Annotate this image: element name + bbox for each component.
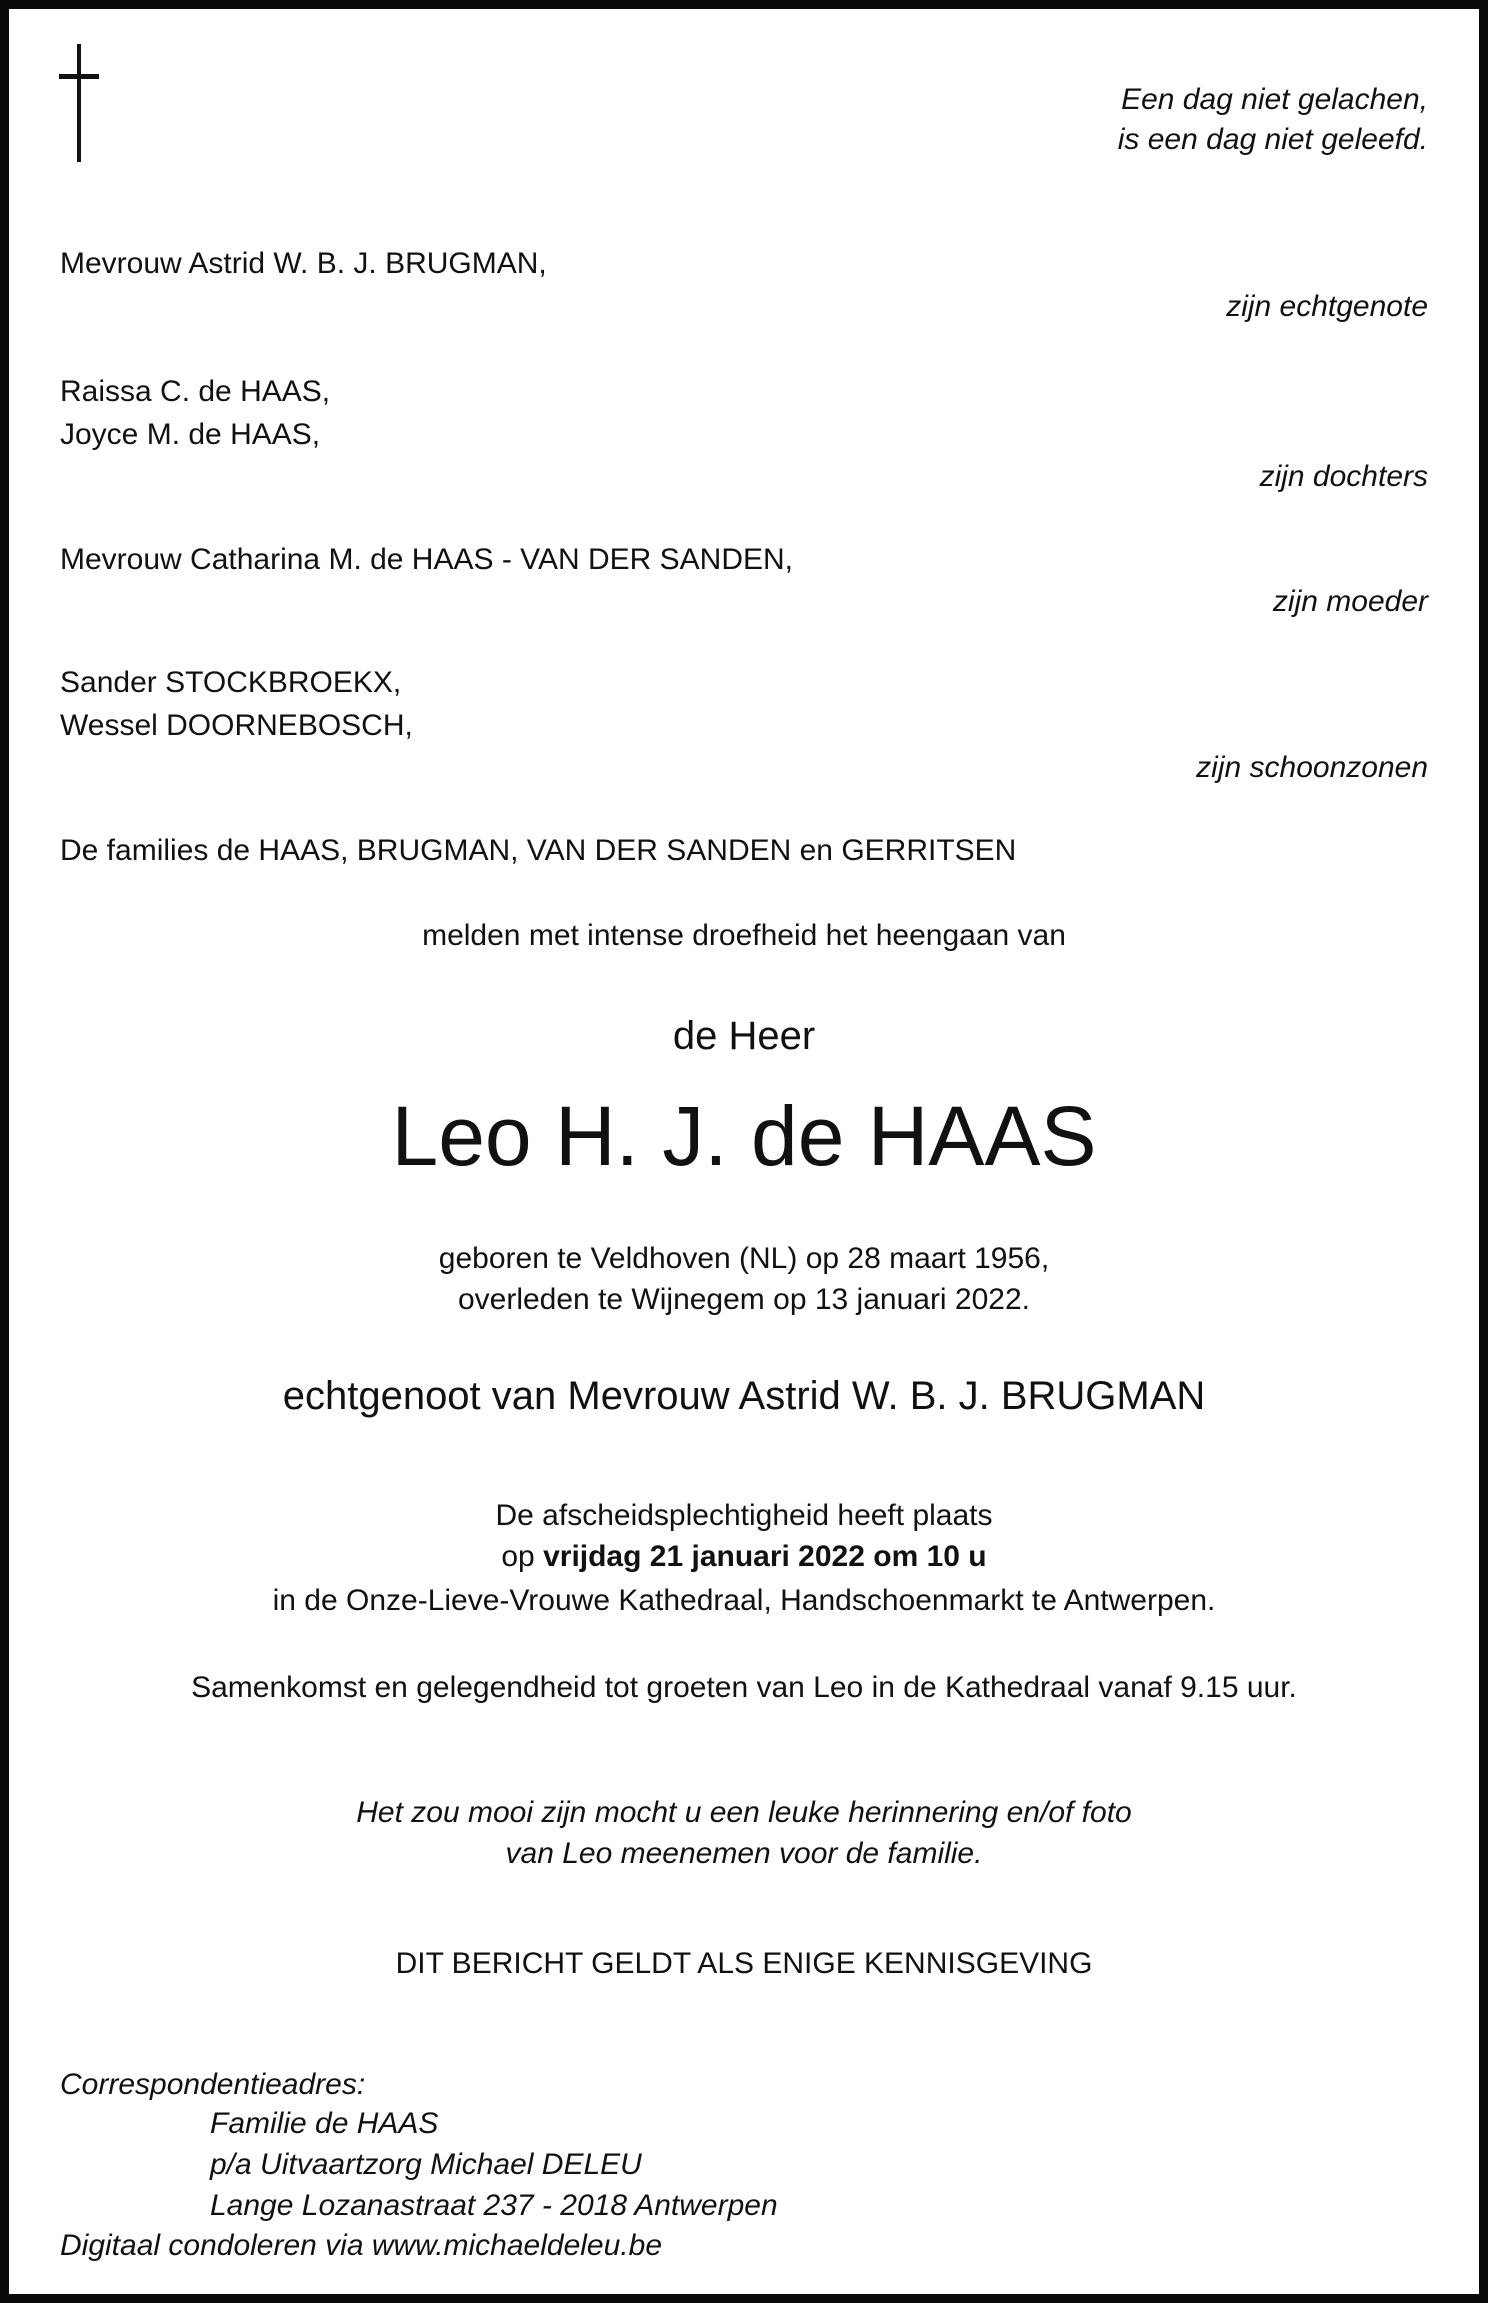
announcement: melden met intense droefheid het heengaan van — [422, 919, 1066, 952]
spouse-line: echtgenoot van Mevrouw Astrid W. B. J. BRUGMAN — [282, 1374, 1206, 1418]
request-line-2: van Leo meenemen voor de familie. — [505, 1837, 983, 1870]
ceremony-location: in de Onze-Lieve-Vrouwe Kathedraal, Handschoenmarkt te Antwerpen. — [272, 1584, 1216, 1617]
family-name: Joyce M. de HAAS, — [60, 418, 321, 451]
notice: DIT BERICHT GELDT ALS ENIGE KENNISGEVING — [395, 1947, 1093, 1980]
condolence-link[interactable]: Digitaal condoleren via www.michaeldeleu.be — [60, 2229, 663, 2262]
correspondence-label: Correspondentieadres: — [60, 2068, 366, 2101]
correspondence-line: Familie de HAAS — [210, 2107, 439, 2140]
family-relation: zijn moeder — [1272, 585, 1428, 618]
request-line-1: Het zou mooi zijn mocht u een leuke herinnering en/of foto — [356, 1796, 1132, 1829]
family-name: Sander STOCKBROEKX, — [60, 666, 402, 699]
gathering-line: Samenkomst en gelegendheid tot groeten van Leo in de Kathedraal vanaf 9.15 uur. — [191, 1671, 1297, 1704]
honorific: de Heer — [672, 1014, 816, 1058]
birth-line: geboren te Veldhoven (NL) op 28 maart 1956, — [438, 1242, 1050, 1275]
motto-line-1: Een dag niet gelachen, — [1121, 83, 1428, 116]
ceremony-date-bold: vrijdag 21 januari 2022 om 10 u — [543, 1540, 987, 1573]
family-name: Wessel DOORNEBOSCH, — [60, 709, 413, 742]
family-relation: zijn schoonzonen — [1196, 751, 1428, 784]
cross-icon — [59, 44, 99, 164]
correspondence-line: p/a Uitvaartzorg Michael DELEU — [210, 2148, 642, 2181]
ceremony-date — [0, 1535, 1488, 1579]
deceased-name: Leo H. J. de HAAS — [391, 1089, 1097, 1183]
correspondence-line: Lange Lozanastraat 237 - 2018 Antwerpen — [210, 2189, 778, 2222]
ceremony-date-prefix: op — [501, 1540, 544, 1573]
family-relation: zijn dochters — [1259, 460, 1428, 493]
family-name: Mevrouw Astrid W. B. J. BRUGMAN, — [60, 247, 547, 280]
family-name: Raissa C. de HAAS, — [60, 375, 331, 408]
family-name: Mevrouw Catharina M. de HAAS - VAN DER SANDEN, — [60, 543, 793, 576]
ceremony-line: De afscheidsplechtigheid heeft plaats — [495, 1499, 993, 1532]
motto-line-2: is een dag niet geleefd. — [1117, 123, 1428, 156]
death-line: overleden te Wijnegem op 13 januari 2022. — [457, 1283, 1031, 1316]
family-relation: zijn echtgenote — [1226, 290, 1428, 323]
families-line: De families de HAAS, BRUGMAN, VAN DER SANDEN en GERRITSEN — [60, 834, 1017, 867]
